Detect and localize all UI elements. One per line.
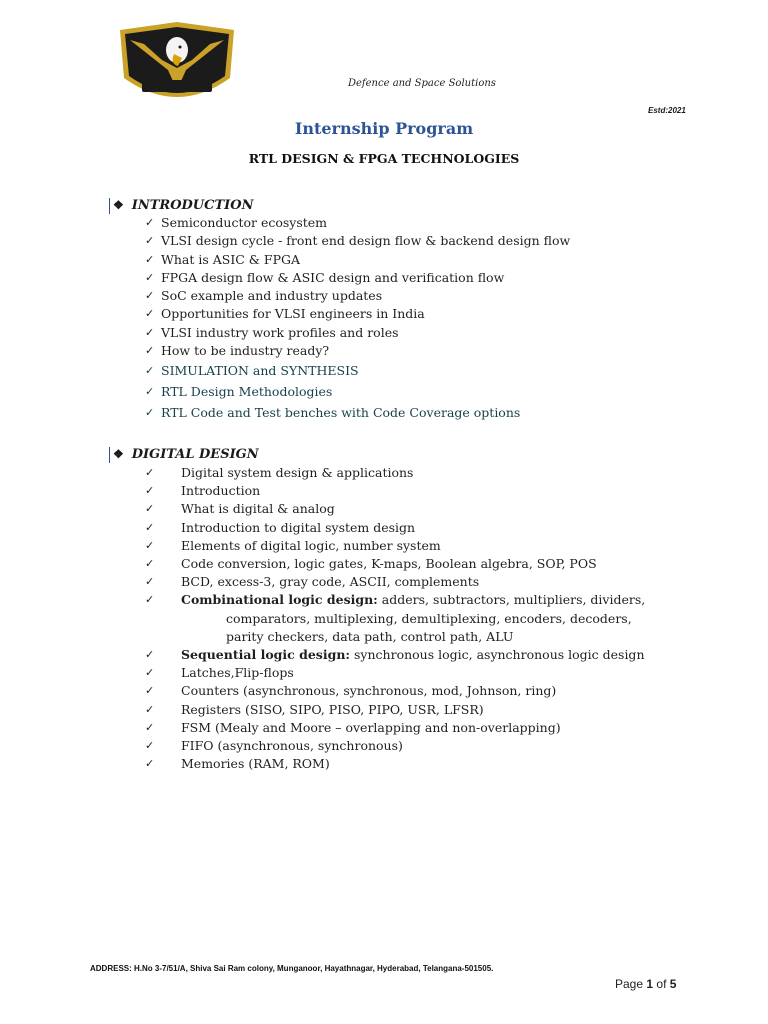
list-item-text: Code conversion, logic gates, K-maps, Boolean algebra, SOP, POS <box>181 556 597 572</box>
list-item-text: FIFO (asynchronous, synchronous) <box>181 738 403 754</box>
list-item <box>145 719 645 737</box>
list-item-text: Digital system design & applications <box>181 465 414 480</box>
list-item-combinational <box>145 591 645 646</box>
section-heading-label: DIGITAL DESIGN <box>131 447 259 462</box>
list-item-text: Elements of digital logic, number system <box>181 537 441 553</box>
checkmark-icon: ✓ <box>145 648 155 662</box>
combinational-label: Combinational logic design: <box>181 592 378 608</box>
sequential-label: Sequential logic design: <box>181 647 351 663</box>
introduction-topic-list <box>145 214 570 423</box>
checkmark-icon: ✓ <box>145 289 155 303</box>
list-item-text: Memories (RAM, ROM) <box>181 756 330 772</box>
page-current: 1 <box>646 977 654 991</box>
list-item-text: SIMULATION and SYNTHESIS <box>161 363 359 379</box>
list-item <box>145 269 570 287</box>
checkmark-icon: ✓ <box>145 520 155 534</box>
list-item <box>145 381 570 402</box>
checkmark-icon: ✓ <box>145 270 155 284</box>
diamond-bullet-icon: ❖ <box>113 198 124 212</box>
checkmark-icon: ✓ <box>145 538 155 552</box>
list-item-text: FPGA design flow & ASIC design and verification flow <box>161 269 505 285</box>
list-item-text: RTL Design Methodologies <box>161 384 333 400</box>
list-item <box>145 482 645 500</box>
list-item-text: What is digital & analog <box>181 501 335 517</box>
list-item <box>145 464 645 482</box>
checkmark-icon: ✓ <box>145 720 155 734</box>
company-logo <box>112 20 242 112</box>
list-item <box>145 232 570 250</box>
list-item-text: RTL Code and Test benches with Code Coverage options <box>161 405 521 421</box>
list-item-text: Opportunities for VLSI engineers in India <box>161 306 425 322</box>
list-item <box>145 342 570 360</box>
section-heading-digital-design <box>109 445 259 463</box>
checkmark-icon: ✓ <box>145 344 155 358</box>
list-item <box>145 755 645 773</box>
checkmark-icon: ✓ <box>145 484 155 498</box>
list-item-text: BCD, excess-3, gray code, ASCII, complements <box>181 574 480 590</box>
checkmark-icon: ✓ <box>145 234 155 248</box>
checkmark-icon: ✓ <box>145 406 155 420</box>
list-item-text: Latches,Flip-flops <box>181 665 294 681</box>
program-title: Internship Program <box>294 119 474 138</box>
page-of: of <box>656 977 667 991</box>
list-item-text: Counters (asynchronous, synchronous, mod, Johnson, ring) <box>181 683 557 699</box>
list-item-text: VLSI industry work profiles and roles <box>161 324 399 340</box>
list-item <box>145 251 570 269</box>
checkmark-icon: ✓ <box>145 325 155 339</box>
combinational-text: adders, subtractors, multipliers, dividers, <box>381 592 646 608</box>
combinational-text-continued: parity checkers, data path, control path, ALU <box>226 628 514 644</box>
checkmark-icon: ✓ <box>145 466 155 479</box>
list-item-text: Introduction <box>181 483 261 499</box>
sequential-text: synchronous logic, asynchronous logic design <box>354 647 645 663</box>
list-item-text: SoC example and industry updates <box>161 288 383 304</box>
list-item-text: VLSI design cycle - front end design flow & backend design flow <box>161 233 571 249</box>
list-item <box>145 214 570 232</box>
checkmark-icon: ✓ <box>145 364 155 378</box>
list-item <box>145 500 645 518</box>
heading-bar <box>109 447 110 463</box>
list-item <box>145 324 570 342</box>
footer-address: ADDRESS: H.No 3-7/51/A, Shiva Sai Ram colony, Munganoor, Hayathnagar, Hyderabad, Telangana-501505. <box>90 964 494 973</box>
list-item-text: Registers (SISO, SIPO, PISO, PIPO, USR, LFSR) <box>181 701 484 717</box>
list-item-text: What is ASIC & FPGA <box>161 251 300 267</box>
checkmark-icon: ✓ <box>145 575 155 589</box>
company-tagline: Defence and Space Solutions <box>348 78 496 89</box>
combinational-text-continued: comparators, multiplexing, demultiplexing, encoders, decoders, <box>226 610 632 626</box>
heading-bar <box>109 198 110 214</box>
checkmark-icon: ✓ <box>145 385 155 399</box>
list-item <box>145 664 645 682</box>
checkmark-icon: ✓ <box>145 739 155 753</box>
list-item-text: How to be industry ready? <box>161 343 330 359</box>
list-item <box>145 519 645 537</box>
checkmark-icon: ✓ <box>145 502 155 516</box>
diamond-bullet-icon: ❖ <box>113 447 124 461</box>
checkmark-icon: ✓ <box>145 252 155 266</box>
checkmark-icon: ✓ <box>145 593 155 607</box>
established-year: Estd:2021 <box>648 106 686 115</box>
list-item <box>145 682 645 700</box>
page-number <box>615 977 676 991</box>
checkmark-icon: ✓ <box>145 757 155 771</box>
list-item-text: Semiconductor ecosystem <box>161 215 328 230</box>
list-item <box>145 737 645 755</box>
list-item <box>145 573 645 591</box>
list-item-text: Introduction to digital system design <box>181 519 416 535</box>
checkmark-icon: ✓ <box>145 307 155 321</box>
checkmark-icon: ✓ <box>145 666 155 680</box>
list-item <box>145 402 570 423</box>
list-item <box>145 305 570 323</box>
course-subtitle: RTL DESIGN & FPGA TECHNOLOGIES <box>248 151 520 166</box>
section-heading-introduction <box>109 196 253 214</box>
checkmark-icon: ✓ <box>145 557 155 571</box>
list-item <box>145 537 645 555</box>
checkmark-icon: ✓ <box>145 216 155 229</box>
list-item-sequential <box>145 646 645 664</box>
list-item <box>145 360 570 381</box>
page-total: 5 <box>669 977 677 991</box>
digital-design-topic-list <box>145 464 645 773</box>
list-item <box>145 287 570 305</box>
page-label: Page <box>615 977 644 991</box>
checkmark-icon: ✓ <box>145 684 155 698</box>
list-item-text: FSM (Mealy and Moore – overlapping and non-overlapping) <box>181 719 561 735</box>
list-item <box>145 555 645 573</box>
section-heading-label: INTRODUCTION <box>131 198 254 213</box>
list-item <box>145 701 645 719</box>
checkmark-icon: ✓ <box>145 702 155 716</box>
